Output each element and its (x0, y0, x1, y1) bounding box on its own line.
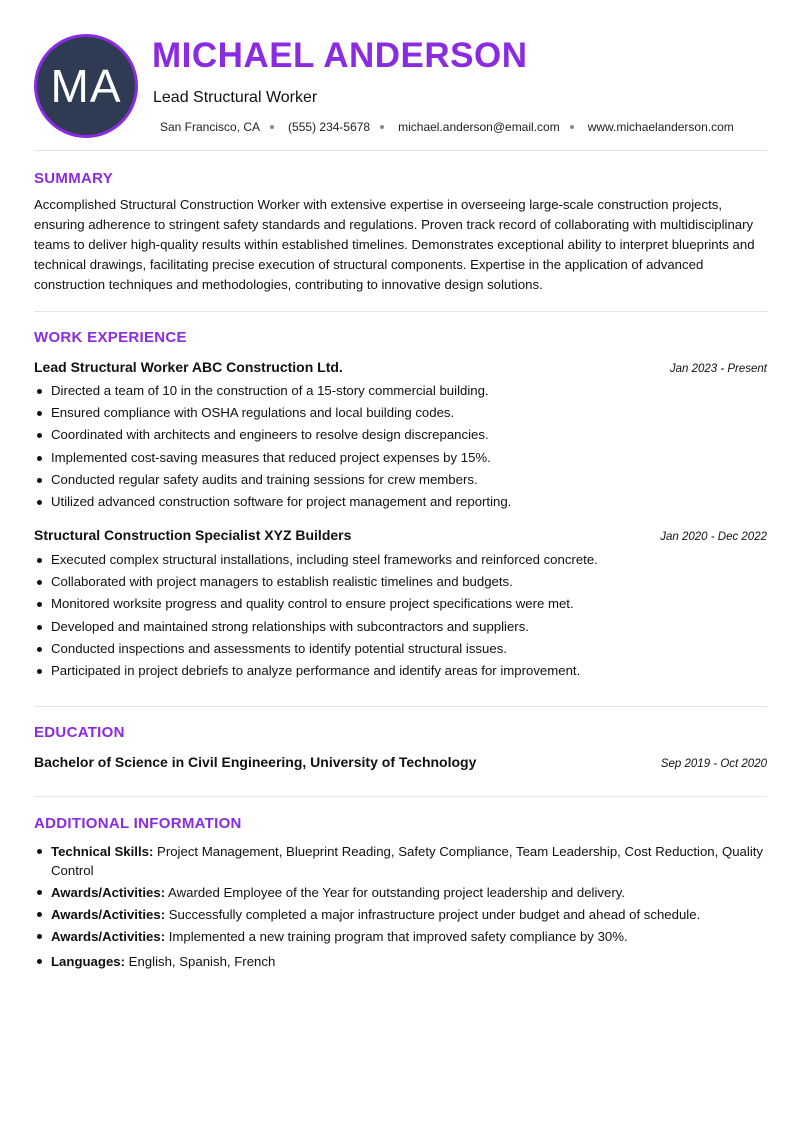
list-item (34, 883, 767, 902)
list-item (34, 927, 767, 946)
degree-title: Bachelor of Science in Civil Engineering, University of Technology (34, 754, 477, 770)
item-label: Awards/Activities: (51, 929, 166, 944)
item-text: Implemented a new training program that improved safety compliance by 30%. (165, 929, 628, 944)
separator-dot (380, 125, 384, 129)
avatar (34, 34, 138, 138)
education-date: Sep 2019 - Oct 2020 (660, 758, 767, 770)
job-bullet-list (34, 380, 767, 513)
job-title: Structural Construction Specialist XYZ Builders (34, 527, 352, 543)
contact-location: San Francisco, CA (160, 120, 261, 134)
contact-email[interactable]: michael.anderson@email.com (398, 120, 560, 134)
list-item: Monitored worksite progress and quality control to ensure project specifications were met. (34, 593, 767, 615)
additional-info-list (34, 842, 767, 974)
divider (34, 706, 767, 707)
list-item: Directed a team of 10 in the construction of a 15-story commercial building. (34, 380, 767, 402)
list-item: Ensured compliance with OSHA regulations and local building codes. (34, 402, 767, 424)
separator-dot (270, 125, 274, 129)
list-item: Conducted inspections and assessments to identify potential structural issues. (34, 638, 767, 660)
item-text: Successfully completed a major infrastructure project under budget and ahead of schedule. (165, 907, 701, 922)
candidate-role: Lead Structural Worker (153, 89, 318, 106)
job-bullet-list (34, 549, 767, 682)
divider (34, 150, 767, 151)
separator-dot (570, 125, 574, 129)
item-label: Awards/Activities: (51, 885, 166, 900)
list-item: Collaborated with project managers to establish realistic timelines and budgets. (34, 571, 767, 593)
contact-bar (160, 120, 734, 134)
education-entry (34, 754, 767, 770)
item-label: Technical Skills: (51, 844, 154, 859)
contact-website[interactable]: www.michaelanderson.com (587, 120, 734, 134)
contact-phone[interactable]: (555) 234-5678 (288, 120, 371, 134)
list-item (34, 842, 767, 880)
list-item: Conducted regular safety audits and training sessions for crew members. (34, 469, 767, 491)
job-title: Lead Structural Worker ABC Construction Ltd. (34, 359, 343, 375)
summary-heading: SUMMARY (34, 170, 114, 187)
list-item: Developed and maintained strong relationships with subcontractors and suppliers. (34, 616, 767, 638)
candidate-name: MICHAEL ANDERSON (152, 36, 528, 75)
list-item: Utilized advanced construction software for project management and reporting. (34, 491, 767, 513)
job-header (34, 359, 767, 375)
avatar-initials: MA (50, 60, 122, 112)
job-header (34, 527, 767, 543)
list-item: Coordinated with architects and engineers to resolve design discrepancies. (34, 424, 767, 446)
item-label: Awards/Activities: (51, 907, 166, 922)
list-item (34, 952, 767, 971)
list-item (34, 905, 767, 924)
job-date: Jan 2023 - Present (669, 363, 767, 375)
item-text: English, Spanish, French (125, 954, 276, 969)
list-item: Participated in project debriefs to analyze performance and identify areas for improvement. (34, 660, 767, 682)
job-date: Jan 2020 - Dec 2022 (660, 531, 767, 543)
education-heading: EDUCATION (34, 724, 125, 741)
additional-info-heading: ADDITIONAL INFORMATION (34, 815, 242, 832)
item-text: Awarded Employee of the Year for outstanding project leadership and delivery. (165, 885, 625, 900)
summary-text: Accomplished Structural Construction Worker with extensive expertise in overseeing large-scale construction projects, ensuring adherence to stringent safety standards and regulations. Proven track record of collaborating with multidisciplinary teams to deliver high-quality results within established timelines. Demonstrates exceptional ability to interpret blueprints and technical drawings, facilitating precise execution of structural components. Expertise in the application of advanced construction techniques and methodologies, contributing to innovative design solutions. (34, 197, 755, 292)
item-label: Languages: (51, 954, 126, 969)
list-item: Implemented cost-saving measures that reduced project expenses by 15%. (34, 447, 767, 469)
work-experience-heading: WORK EXPERIENCE (34, 329, 187, 346)
item-text: Project Management, Blueprint Reading, Safety Compliance, Team Leadership, Cost Reduction, Quality Control (51, 844, 764, 878)
list-item: Executed complex structural installations, including steel frameworks and reinforced concrete. (34, 549, 767, 571)
divider (34, 311, 767, 312)
divider (34, 796, 767, 797)
